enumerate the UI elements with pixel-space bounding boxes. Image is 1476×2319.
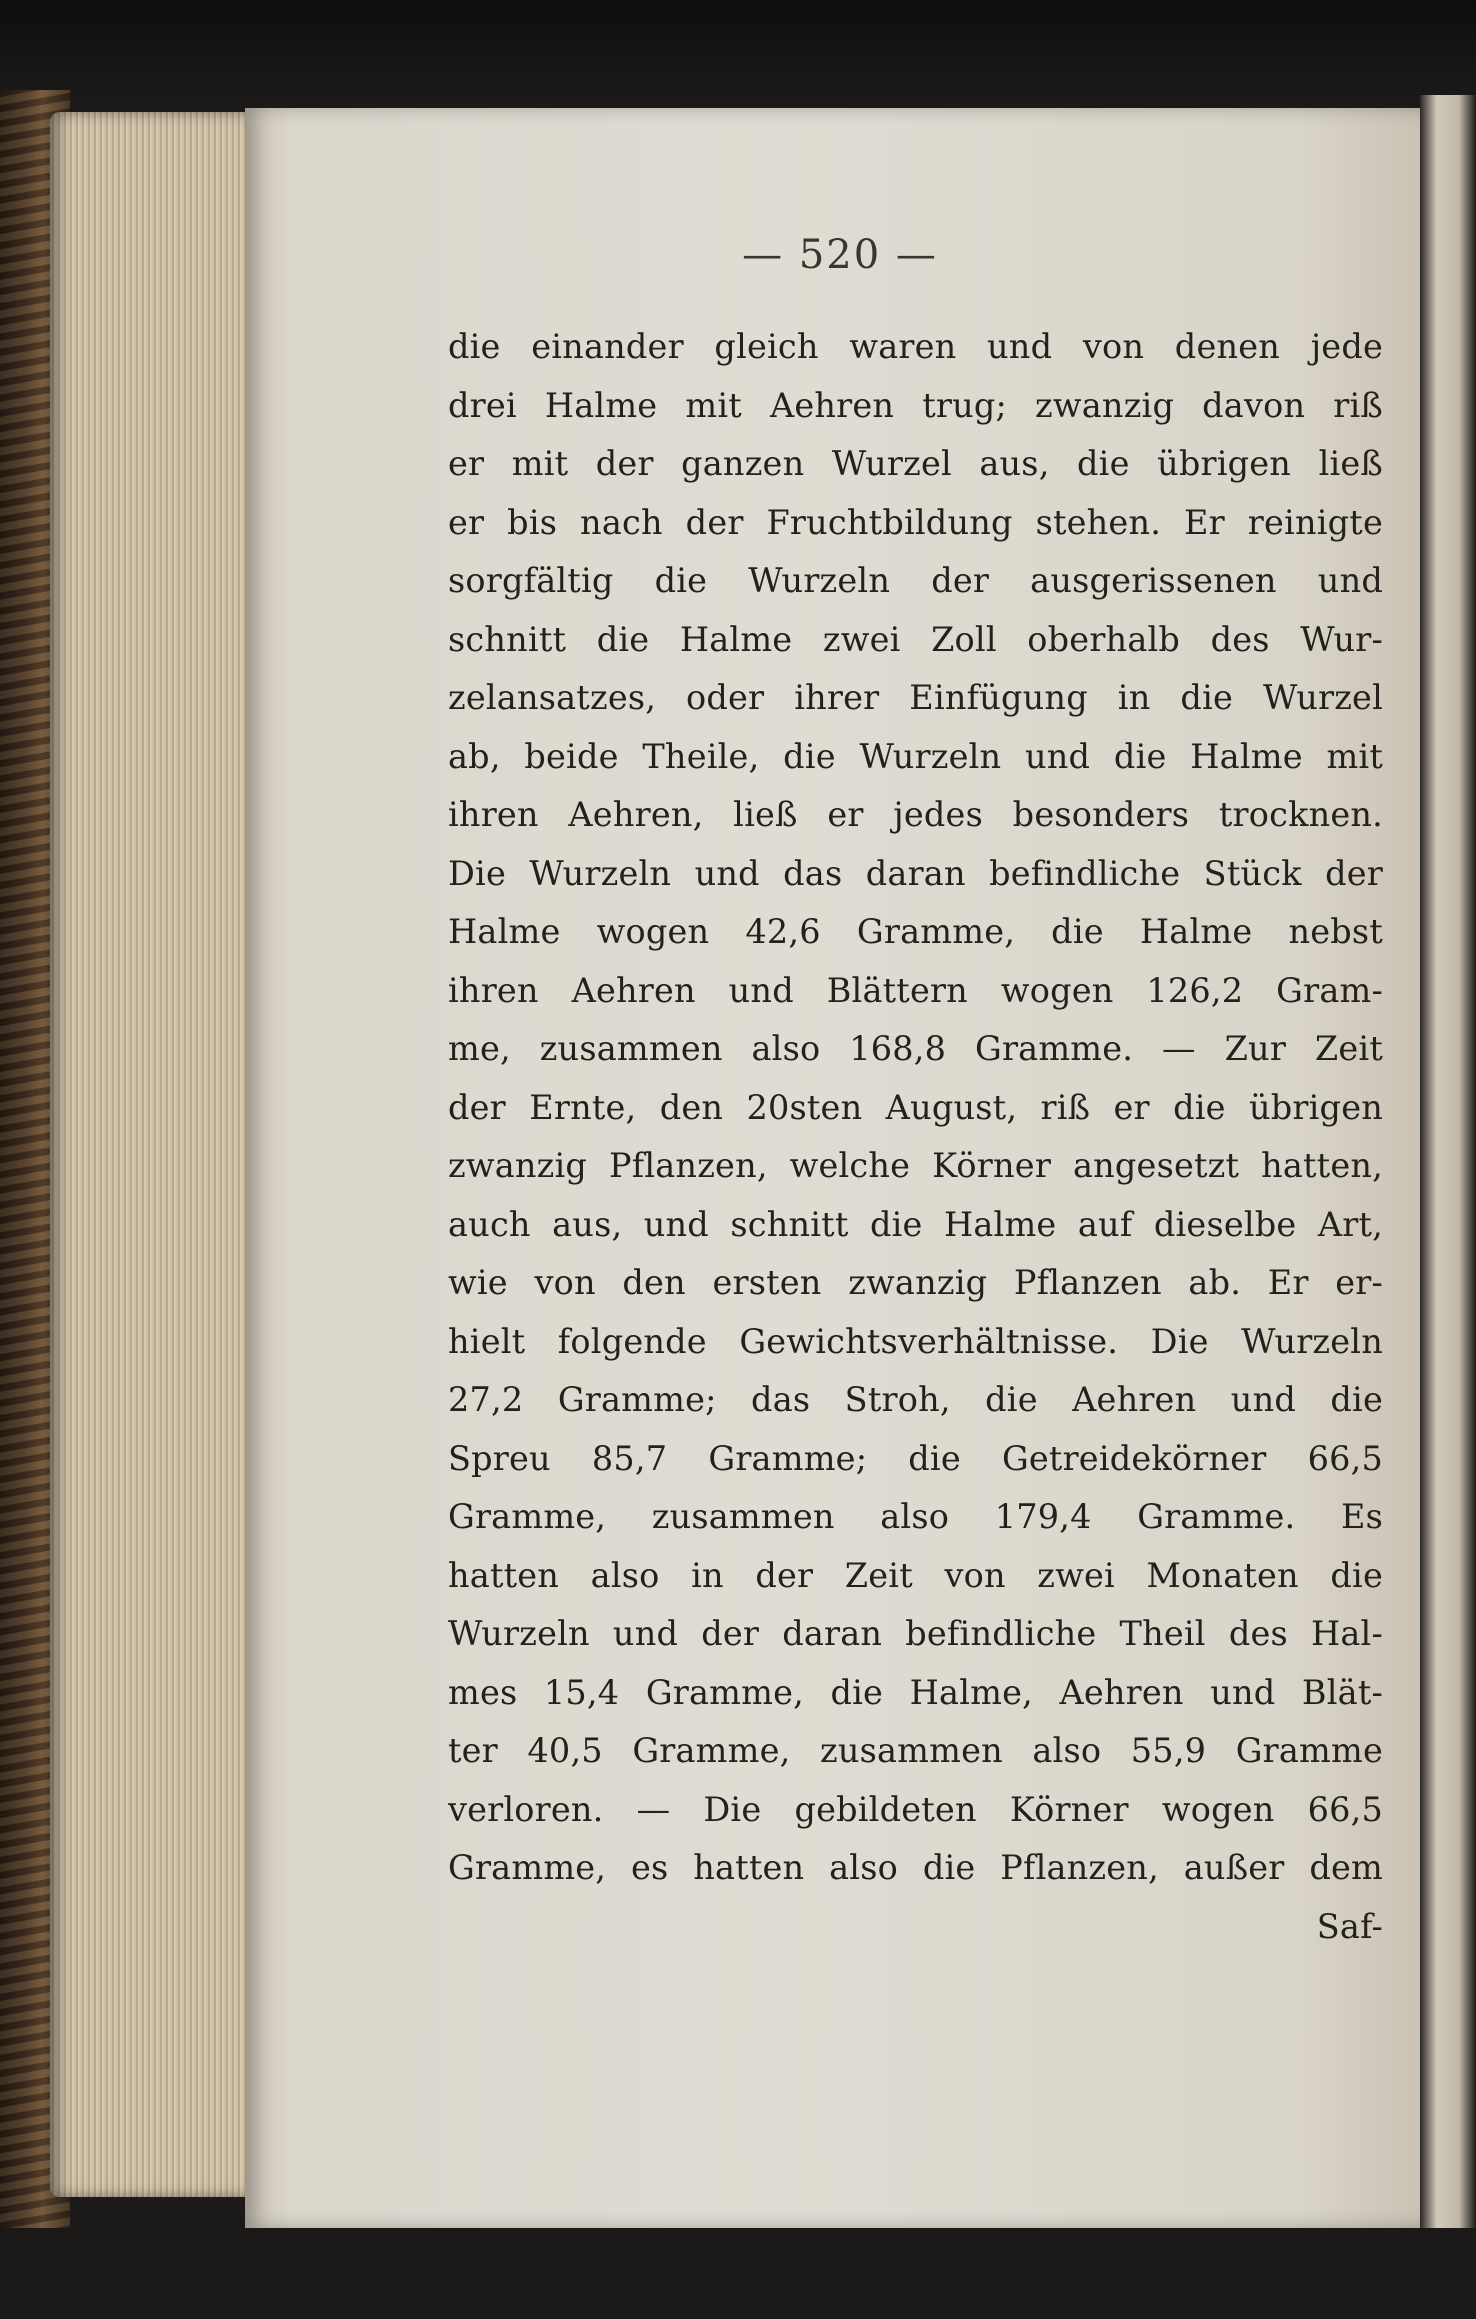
text-line: Die Wurzeln und das daran befindliche Stück der	[448, 853, 1383, 893]
background-top	[0, 0, 1476, 110]
text-line: die einander gleich waren und von denen jede	[448, 327, 1383, 366]
text-line: zelansatzes, oder ihrer Einfügung in die Wurzel	[448, 678, 1383, 717]
text-line: hatten also in der Zeit von zwei Monaten die	[448, 1555, 1383, 1595]
text-line: er bis nach der Fruchtbildung stehen. Er reinigte	[448, 502, 1383, 542]
text-line: wie von den ersten zwanzig Pflanzen ab. Er er-	[448, 1263, 1383, 1302]
text-line: ihren Aehren, ließ er jedes besonders trocknen.	[448, 795, 1383, 834]
text-line: ihren Aehren und Blättern wogen 126,2 Gram-	[448, 970, 1383, 1010]
text-line: verloren. — Die gebildeten Körner wogen 66,5	[448, 1789, 1383, 1829]
text-line: mes 15,4 Gramme, die Halme, Aehren und Blät-	[448, 1672, 1383, 1712]
text-line: Gramme, zusammen also 179,4 Gramme. Es	[448, 1497, 1383, 1536]
page-stack-edge	[50, 112, 260, 2197]
text-line: sorgfältig die Wurzeln der ausgerissenen und	[448, 561, 1383, 600]
text-line: me, zusammen also 168,8 Gramme. — Zur Zeit	[448, 1029, 1383, 1068]
text-line: Wurzeln und der daran befindliche Theil des Hal-	[448, 1614, 1383, 1653]
page-body	[448, 318, 1383, 1956]
text-line: drei Halme mit Aehren trug; zwanzig davon riß	[448, 385, 1383, 425]
background-bottom	[0, 2228, 1476, 2319]
text-line: auch aus, und schnitt die Halme auf dieselbe Art,	[448, 1204, 1383, 1244]
right-page-edge	[1420, 95, 1476, 2265]
text-line: hielt folgende Gewichtsverhältnisse. Die Wurzeln	[448, 1321, 1383, 1361]
text-line: er mit der ganzen Wurzel aus, die übrigen ließ	[448, 444, 1383, 483]
text-line: Halme wogen 42,6 Gramme, die Halme nebst	[448, 912, 1383, 951]
text-line: schnitt die Halme zwei Zoll oberhalb des Wur-	[448, 619, 1383, 659]
text-line: der Ernte, den 20sten August, riß er die übrigen	[448, 1087, 1383, 1127]
text-line: 27,2 Gramme; das Stroh, die Aehren und die	[448, 1380, 1383, 1419]
text-line: Gramme, es hatten also die Pflanzen, außer dem	[448, 1848, 1383, 1887]
text-line: ter 40,5 Gramme, zusammen also 55,9 Gramme	[448, 1731, 1383, 1770]
text-line: Spreu 85,7 Gramme; die Getreidekörner 66,5	[448, 1438, 1383, 1478]
text-line: zwanzig Pflanzen, welche Körner angesetzt hatten,	[448, 1146, 1383, 1185]
text-line: ab, beide Theile, die Wurzeln und die Halme mit	[448, 736, 1383, 776]
page-number: — 520 —	[742, 232, 938, 278]
catchword: Saf-	[1316, 1906, 1383, 1946]
